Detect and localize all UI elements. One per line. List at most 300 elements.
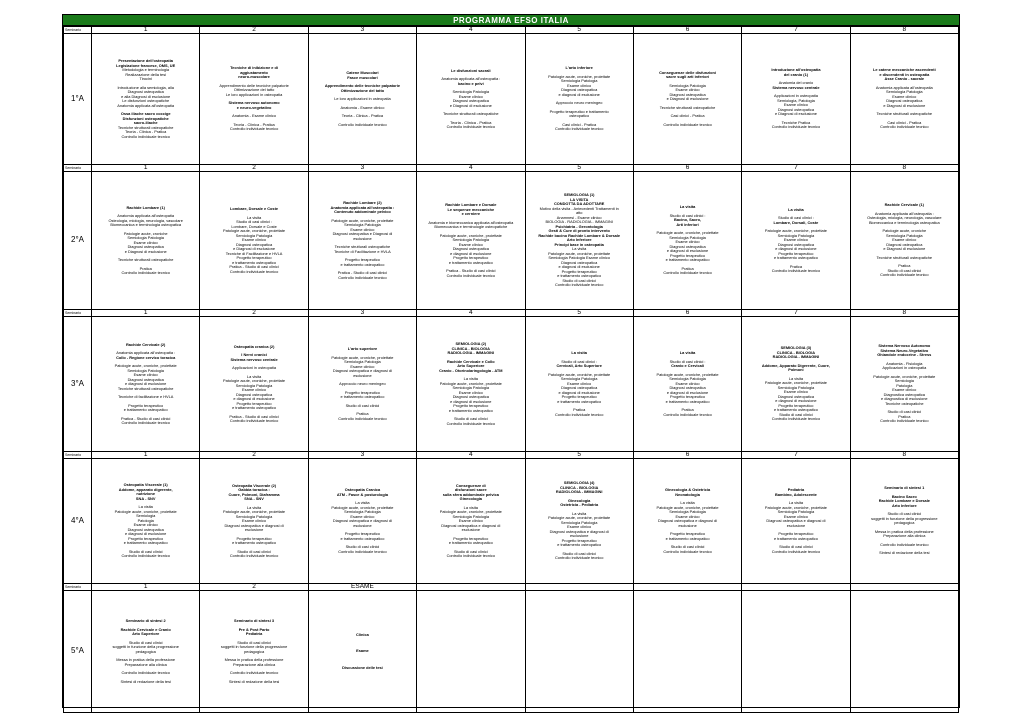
seminar-number: 5 <box>525 165 633 172</box>
seminario-label: Seminario <box>64 27 92 34</box>
year-row <box>64 317 959 452</box>
seminar-cell <box>633 459 741 584</box>
cell-heading: L'arto superiore <box>347 346 378 351</box>
cell-line: Patologie acute, croniche, proiettate <box>548 73 611 79</box>
cell-line: Controllo individuale tecnico <box>229 670 279 675</box>
cell-heading: La visita <box>571 350 587 355</box>
cell-line: La visita <box>463 504 478 510</box>
cell-line: Esame clinico <box>242 518 267 523</box>
program-sheet <box>62 14 960 708</box>
seminar-cell <box>417 459 525 584</box>
cell-line: Controllo individuale tecnico <box>880 418 929 424</box>
cell-heading: Rachide Cervicale (2) <box>126 341 166 347</box>
cell-heading: CLINICA - BIOLOGIA <box>776 349 816 355</box>
cell-line: Controllo individuale tecnico <box>446 272 496 278</box>
cell-line: Tecniche strutturali osteopatiche <box>334 244 391 249</box>
cell-line: esclusione <box>678 522 697 528</box>
cell-line: Esame clinico <box>675 380 700 386</box>
seminar-cell <box>200 172 308 310</box>
cell-line: Tecniche strutturali osteopatiche <box>876 254 933 260</box>
cell-line: Introduzione alla semiologia, alla <box>117 84 174 90</box>
cell-line: Pratica - Studio di casi clinici <box>229 264 279 269</box>
cell-line: Approccio neuro meningeo <box>339 381 386 386</box>
year-row <box>64 172 959 310</box>
cell-line: Preparazione alla clinica <box>883 533 926 539</box>
cell-heading: Legislazione francese, OMS, UE <box>116 62 176 68</box>
cell-line: Pratica - Studio di casi clinici <box>337 270 388 275</box>
cell-heading: LA VISITA <box>570 196 589 202</box>
cell-line: Teoria - Clinica - Pratica <box>450 119 492 125</box>
cell-line: Patologie acute, croniche, proiettate <box>548 250 611 256</box>
cell-line: Patologie acute, croniche, proiettate <box>223 378 286 383</box>
cell-heading: CLINICA - BIOLOGIA <box>451 345 490 351</box>
cell-line: Patologie acute, croniche, proiettate <box>223 228 286 233</box>
seminar-cell <box>417 172 525 310</box>
cell-line: Patologie acute, croniche, proiettate <box>548 515 611 521</box>
cell-line: La visita <box>355 500 370 505</box>
cell-line: Controllo individuale tecnico <box>663 411 712 417</box>
cell-line: atto <box>575 210 583 216</box>
seminar-number: 6 <box>633 165 741 172</box>
cell-line: Le loro applicazioni in osteopatia <box>225 91 283 97</box>
cell-heading: Clinica <box>356 631 369 637</box>
cell-line: Controllo individuale tecnico <box>229 418 279 423</box>
cell-line: Semiologia Patologia <box>452 385 490 390</box>
seminar-number: 1 <box>92 165 200 172</box>
cell-line: Tecniche Pratica <box>781 119 811 125</box>
seminar-number <box>525 584 633 591</box>
cell-line: Progetto terapeutico <box>561 268 597 274</box>
cell-line: Patologie acute, croniche, proiettate <box>548 371 611 377</box>
cell-line: e trattamento osteopatico <box>340 535 385 541</box>
cell-line: Studio di casi clinici <box>237 548 271 554</box>
cell-heading: La visita <box>788 206 804 212</box>
cell-heading: Arti inferiori <box>676 221 699 227</box>
cell-line: Studio di casi clinici <box>887 267 922 273</box>
cell-line: Progetto terapeutico e trattamento <box>549 108 609 114</box>
cell-line: Controllo individuale tecnico <box>663 270 712 276</box>
cell-line: Le loro applicazioni in osteopatia <box>334 96 391 101</box>
cell-heading: Addome, Apparato Digerente, Cuore, <box>761 362 831 368</box>
cell-line: Esame clinico <box>675 239 700 245</box>
seminar-cell <box>742 34 850 165</box>
cell-line: Semiologia Patologia <box>777 384 815 390</box>
cell-line: Tecniche strutturali osteopatiche <box>659 104 716 110</box>
cell-line: e Diagnosi di esclusione <box>883 102 926 108</box>
cell-line: Studio di casi clinici <box>237 639 271 645</box>
cell-line: e diagnosi di esclusione <box>775 246 817 251</box>
cell-line: e trattamento osteopatico <box>665 257 710 263</box>
cell-line: Progetto terapeutico <box>128 402 164 408</box>
cell-heading: SNA - SNV <box>244 496 264 501</box>
cell-heading: Pediatria <box>245 631 263 636</box>
cell-line: Semiologia <box>136 513 156 519</box>
seminar-cell <box>308 591 416 713</box>
cell-heading: Ottimizzazione del tatto <box>340 87 385 93</box>
cell-heading: Addome, apparato digerente, <box>118 486 173 492</box>
cell-line: Tecniche di Facilitazione e HVLA <box>225 250 283 256</box>
seminar-number: 3 <box>308 165 416 172</box>
cell-heading: Le sequenze meccaniche <box>447 206 495 212</box>
cell-line: Progetto terapeutico <box>453 535 489 541</box>
cell-heading: Presentazione dell'osteopatia <box>118 58 173 63</box>
cell-line: Progetto terapeutico <box>236 400 272 406</box>
cell-line: Diagnosi osteopatica <box>561 87 598 93</box>
cell-line: La visita <box>572 510 587 516</box>
seminar-header-row <box>64 584 959 591</box>
cell-line: Semiologia Patologia <box>669 234 706 240</box>
seminar-cell <box>200 591 308 713</box>
cell-heading: Collo - Regione cervico toracica <box>116 354 176 360</box>
cell-line: soggetti in funzione della progressione <box>220 644 288 649</box>
cell-heading: La visita <box>679 204 696 210</box>
cell-line: Esame clinico <box>892 93 917 99</box>
cell-line: Anatomia e biomeccanica applicata all'osteopatia <box>428 219 514 225</box>
seminar-cell <box>92 591 200 713</box>
cell-line: Semiologia Patologia <box>235 232 273 238</box>
cell-line: e trattamento osteopatico <box>340 394 385 399</box>
cell-line: Controllo individuale tecnico <box>771 416 821 422</box>
cell-heading: La visita <box>679 350 696 355</box>
cell-line: Esame clinico <box>133 372 158 377</box>
seminar-cell <box>633 591 741 713</box>
cell-heading: Ginecologia <box>568 497 591 503</box>
seminar-number <box>850 584 958 591</box>
cell-line: Approccio neuro meningeo <box>555 100 603 106</box>
cell-line: pedagogica <box>894 520 915 526</box>
cell-line: Diagnosi osteopatica <box>886 241 923 247</box>
cell-line: Controllo individuale tecnico <box>338 415 387 421</box>
cell-line: osteopatico <box>569 113 590 119</box>
cell-heading: Rachide Lombare (2) <box>343 200 382 205</box>
seminar-number: 4 <box>417 165 525 172</box>
cell-line: Esame clinico <box>133 522 158 528</box>
cell-line: e diagnosi di esclusione <box>666 248 709 254</box>
cell-line: Sintesi di redazione della tesi <box>120 678 171 684</box>
cell-line: Pratica <box>139 265 152 271</box>
cell-line: Semiologia <box>894 378 914 384</box>
cell-line: Semiologia Patologia <box>777 232 815 238</box>
cell-line: La visita <box>788 375 804 381</box>
cell-line: Osteologia, miologia, neurologia, vascolare <box>108 217 183 223</box>
cell-line: Controllo individuale tecnico <box>554 555 604 561</box>
cell-line: Esame clinico <box>133 239 158 245</box>
cell-heading: e discendenti in osteopatia <box>879 71 930 77</box>
cell-line: Studio di casi clinici : <box>669 212 706 218</box>
cell-line: Studio di casi clinici : <box>561 358 598 364</box>
cell-line: Studio di casi clinici <box>562 277 597 283</box>
cell-line: La visita <box>246 373 262 379</box>
seminar-number: 8 <box>850 310 958 317</box>
cell-line: Controllo individuale tecnico <box>554 411 604 417</box>
cell-line: Tecniche strutturali osteopatiche <box>443 111 499 116</box>
cell-heading: Gabbia toracica : <box>238 487 270 492</box>
cell-line: Controllo individuale tecnico <box>663 548 712 554</box>
cell-heading: Catene Muscolari <box>346 70 379 75</box>
seminar-cell <box>742 172 850 310</box>
cell-line: Semiologia Patologia <box>344 222 381 227</box>
seminar-number: 7 <box>742 165 850 172</box>
cell-line: Patologia <box>896 382 913 388</box>
cell-line: Semiologia Patologia <box>452 513 490 519</box>
cell-line: e diagnosi di esclusione <box>125 381 167 386</box>
cell-heading: Polmoni <box>788 367 804 373</box>
cell-line: Anatomia - Fisiologia <box>886 360 923 366</box>
cell-heading: Seminario di sintesi 2 <box>125 618 166 623</box>
cell-heading: Rachide Lombare e Dorsale <box>445 202 497 207</box>
cell-line: Controllo individuale tecnico <box>229 268 279 274</box>
cell-line: Diagnosi osteopatica <box>452 98 489 103</box>
seminar-number: 2 <box>200 310 308 317</box>
cell-line: Patologie acute, croniche, proiettate <box>114 363 177 368</box>
cell-heading: Arto Inferiore <box>566 237 592 243</box>
year-label: 1°A <box>64 34 92 165</box>
seminar-cell <box>850 34 958 165</box>
cell-line: La visita <box>680 500 695 505</box>
cell-line: pedagogica <box>135 648 156 654</box>
seminar-cell <box>417 34 525 165</box>
cell-line: Patologie acute, croniche, proiettate <box>331 504 394 510</box>
cell-line: Pratica <box>789 263 802 269</box>
cell-line: Esame clinico <box>892 387 917 393</box>
seminar-number: 7 <box>742 310 850 317</box>
cell-line: Messa in pratica della professione <box>224 657 284 662</box>
cell-line: e trattamento osteopatico <box>773 255 818 260</box>
cell-heading: Sistema Neuro-Vegetativo <box>880 347 929 353</box>
cell-line: Progetto terapeutico <box>128 535 164 541</box>
seminar-header-row <box>64 27 959 34</box>
cell-line: Tecniche di facilitazione e HVLA <box>118 394 174 399</box>
cell-line: Preparazione alla clinica <box>232 661 276 667</box>
cell-line: Controllo individuale tecnico <box>446 553 496 558</box>
cell-line: Progetto terapeutico <box>778 402 814 408</box>
cell-heading: Asse Cranio - sacrale <box>884 76 925 82</box>
cell-line: Esame clinico <box>350 226 375 232</box>
cell-line: Osteologia, miologia, neurologia, vascolare <box>867 215 942 221</box>
cell-heading: neuro-muscolare <box>238 74 270 80</box>
cell-line: soggetti in funzione della progressione <box>871 515 938 521</box>
cell-heading: Lombare, Dorsale e Coste <box>230 206 279 211</box>
cell-line: Pratica <box>573 407 586 412</box>
cell-heading: disfunzioni sacre <box>454 487 487 492</box>
year-label: 2°A <box>64 172 92 310</box>
cell-line: e Diagnosi di esclusione <box>449 102 492 108</box>
cell-heading: Fasce muscolari <box>347 74 378 80</box>
cell-line: La visita <box>572 246 587 252</box>
cell-line: Controllo individuale tecnico <box>338 274 387 280</box>
cell-line: Diagnosi osteopatica e diagnosi di <box>332 518 392 523</box>
cell-line: Studio di casi clinici : <box>669 358 706 364</box>
cell-line: Controllo individuale tecnico <box>771 548 821 554</box>
cell-line: La visita <box>246 214 262 220</box>
cell-line: Studio di casi clinici <box>453 416 488 421</box>
cell-heading: Psichiatria - Gerontologia <box>555 223 603 229</box>
cell-heading: sulla sfera addominale pelvica <box>442 491 499 497</box>
cell-line: Biomeccanica e terminologia osteopatica <box>110 222 182 227</box>
cell-line: Semiologia Patologia <box>886 232 923 238</box>
cell-line: Esame clinico <box>458 93 483 99</box>
cell-line: Tecniche strutturali osteopatiche <box>117 257 174 262</box>
cell-line: Progetto terapeutico <box>236 255 272 260</box>
cell-line: Diagnosi osteopatica <box>127 244 164 249</box>
cell-line: Tirocini <box>139 76 152 81</box>
seminar-cell <box>633 34 741 165</box>
cell-line: Patologie acute, croniche, proiettate <box>764 380 827 386</box>
seminar-cell <box>308 459 416 584</box>
seminario-label: Seminario <box>64 584 92 591</box>
seminar-number: 4 <box>417 452 525 459</box>
year-row <box>64 591 959 713</box>
cell-line: e diagnosi di esclusione <box>450 398 492 404</box>
cell-line: e Diagnosi di esclusione <box>883 246 926 252</box>
cell-line: Tecniche di Facilitazione e HVLA <box>334 248 391 254</box>
cell-line: Anatomia applicata all'osteopatia <box>117 213 175 218</box>
cell-line: Progetto terapeutico <box>670 394 706 399</box>
cell-line: Studio di casi clinici : <box>236 219 273 224</box>
cell-heading: Ossa iliache sacro coccige <box>120 111 171 116</box>
cell-line: Diagnosi osteopatica <box>669 243 706 249</box>
cell-line: Diagnosi osteopatica <box>452 246 489 251</box>
cell-line: esclusione <box>244 527 264 532</box>
cell-line: Pratica - Studio di casi clinici <box>121 415 171 421</box>
cell-line: Esame clinico <box>567 82 592 88</box>
cell-line: Semiologia Patologia <box>886 89 923 95</box>
cell-line: Diagnosi osteopatica <box>886 98 923 104</box>
cell-heading: L'arto inferiore <box>565 65 593 71</box>
cell-heading: Cervicali, Arto Superiore <box>556 363 602 368</box>
cell-line: e Diagnosi di esclusione <box>233 246 276 251</box>
cell-line: Progetto terapeutico <box>778 531 814 536</box>
cell-line: Casi clinici - Pratica <box>670 113 705 119</box>
cell-line: Patologie acute, croniche, proiettate <box>439 232 502 238</box>
cell-line: Controllo individuale tecnico <box>880 124 929 130</box>
cell-heading: SEMIOLOGIA (2) <box>455 341 487 346</box>
cell-line: e trattamento osteopatico <box>448 259 493 265</box>
cell-heading: Neonatologia <box>675 491 700 497</box>
cell-line: Esame clinico <box>783 513 808 519</box>
cell-line: Controllo individuale tecnico <box>446 420 496 426</box>
seminar-cell <box>92 172 200 310</box>
seminar-number: 3 <box>308 310 416 317</box>
cell-line: e diagnosi di esclusione <box>558 91 600 97</box>
cell-heading: Ginecologia & Ostetricia <box>664 487 711 492</box>
seminar-number: 1 <box>92 310 200 317</box>
seminar-cell <box>850 459 958 584</box>
seminar-cell <box>742 459 850 584</box>
cell-line: Patologie acute, croniche, proiettate <box>764 228 827 233</box>
seminar-number: 6 <box>633 452 741 459</box>
seminar-cell <box>92 459 200 584</box>
cell-line: Pratica <box>681 265 694 271</box>
cell-line: Semiologia Patologia <box>127 235 164 240</box>
cell-line: Progetto terapeutico <box>561 537 597 543</box>
seminar-cell <box>200 459 308 584</box>
cell-line: esclusione <box>786 522 806 528</box>
seminar-number: 5 <box>525 27 633 34</box>
cell-line: Semiologia Patologia <box>560 376 598 381</box>
cell-line: Studio di casi clinici <box>453 548 488 554</box>
cell-heading: ATM - Fasce & posturologia <box>336 491 389 497</box>
cell-line: Esame clinico <box>567 380 592 386</box>
seminar-cell <box>308 34 416 165</box>
cell-line: Patologie acute, croniche, proiettate <box>764 504 827 510</box>
cell-line: Semiologia, Patologia <box>777 97 815 103</box>
cell-line: e trattamento osteopatico <box>557 542 602 548</box>
seminar-header-row <box>64 310 959 317</box>
cell-line: e diagnosi di esclusione <box>775 398 817 404</box>
seminar-cell <box>308 172 416 310</box>
cell-heading: Cranio - Otorinolaringologia - ATM <box>439 367 503 373</box>
seminar-number: 4 <box>417 27 525 34</box>
cell-line: Teoria - Clinica - Pratica <box>341 113 384 118</box>
cell-line: Esame clinico <box>892 237 917 243</box>
cell-line: Controllo individuale tecnico <box>229 126 279 132</box>
cell-line: e trattamento osteopatico <box>232 405 277 410</box>
cell-line: Applicazioni in osteopatia <box>232 365 277 370</box>
cell-line: Semiologia Patologia <box>344 359 381 364</box>
seminar-cell <box>417 317 525 452</box>
seminar-cell <box>525 317 633 452</box>
cell-line: Esame clinico <box>350 363 375 369</box>
cell-line: Controllo individuale tecnico <box>121 133 170 139</box>
cell-line: Studio di casi clinici <box>562 550 597 556</box>
cell-line: Progetto terapeutico <box>561 394 597 399</box>
cell-heading: e cerniere <box>461 211 480 216</box>
seminar-number: 5 <box>525 310 633 317</box>
cell-line: Pratica <box>356 411 369 416</box>
cell-line: Anatomia - Esame clinico <box>232 113 277 119</box>
seminar-cell <box>308 317 416 452</box>
cell-line: Ottimizzazione del tatto <box>233 87 275 93</box>
year-row <box>64 459 959 584</box>
cell-line: Teoria - Clinica - Pratica <box>233 121 275 127</box>
cell-line: e trattamento osteopatico <box>340 261 385 267</box>
cell-line: Semiologia Patologia <box>235 382 273 388</box>
cell-heading: bacino e pelvi <box>457 80 484 86</box>
cell-line: e trattamento osteopatico <box>665 535 710 541</box>
cell-line: Diagnosi osteopatica <box>777 241 814 247</box>
year-label: 4°A <box>64 459 92 584</box>
cell-heading: Rachide Lombare (1) <box>126 204 165 210</box>
cell-line: e diagnosi di esclusione <box>558 264 600 270</box>
cell-heading: Pediatria <box>787 487 805 492</box>
cell-heading: Cuore, Polmoni, Diaframma <box>228 491 280 497</box>
cell-line: Controllo individuale tecnico <box>880 272 929 278</box>
seminar-cell <box>742 317 850 452</box>
cell-line: Pratica <box>681 407 694 412</box>
seminar-cell <box>200 34 308 165</box>
cell-line: La visita <box>788 500 804 505</box>
cell-heading: Sistema nervoso autonomo <box>228 100 280 106</box>
cell-heading: Principi base in osteopatia <box>554 241 604 247</box>
cell-line: e diagnosi di esclusione <box>558 389 600 395</box>
cell-line: Motivo della visita - Antecedenti Trattamenti in <box>539 205 619 211</box>
cell-line: esclusione <box>353 372 372 378</box>
seminar-number: 3 <box>308 27 416 34</box>
seminar-number: 1 <box>92 27 200 34</box>
cell-line: Pratica - Studio di casi clinici <box>229 413 279 419</box>
cell-heading: Osteopatia Viscerale (2) <box>232 482 277 488</box>
cell-line: Studio di casi clinici <box>345 544 380 549</box>
seminar-header-row <box>64 452 959 459</box>
cell-line: Esame clinico <box>458 518 483 523</box>
cell-line: Studio di casi clinici <box>670 544 705 549</box>
cell-line: Anatomia applicata all'osteopatia : <box>874 210 934 216</box>
cell-line: Esame clinico <box>783 102 808 108</box>
cell-heading: CLINICA - BIOLOGIA <box>560 484 599 490</box>
cell-line: e Diagnosi di esclusione <box>774 111 817 117</box>
cell-heading: Bacino Sacro <box>891 493 917 499</box>
